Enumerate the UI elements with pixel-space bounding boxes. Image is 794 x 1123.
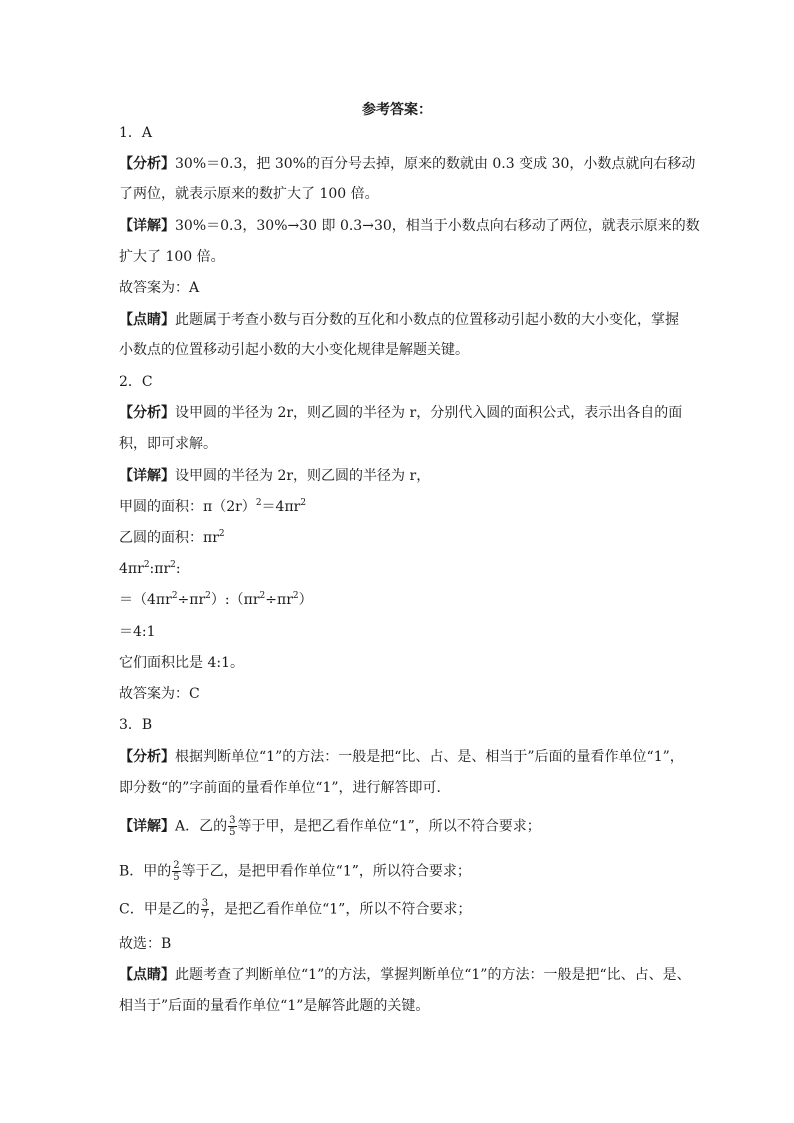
fraction: $\frac{3}{5}$	[229, 815, 236, 838]
q2-analysis-cont: 积，即可求解。	[119, 436, 217, 452]
q2-result: ＝4:1	[119, 624, 156, 640]
q2-area-a: 甲圆的面积：$\pi(2r)^2=4\pi r^2$	[119, 498, 307, 515]
q1-comment-cont: 小数点的位置移动引起小数的大小变化规律是解题关键。	[119, 342, 469, 358]
q3-analysis-cont: 即分数“的”字前面的量看作单位“1”，进行解答即可．	[119, 780, 451, 796]
q3-answer: 故选：B	[119, 936, 172, 952]
q3-option-b: B．甲的 $\frac{2}{5}$ 等于乙，是把甲看作单位“1”，所以符合要求；	[119, 860, 471, 883]
q2-ratio: $4\pi r^2:\pi r^2$:	[119, 560, 181, 577]
q1-comment-text: 此题属于考查小数与百分数的互化和小数点的位置移动引起小数的大小变化，掌握	[175, 312, 679, 328]
comment-tag: 【点睛】	[119, 967, 175, 983]
analysis-tag: 【分析】	[119, 156, 175, 172]
q1-analysis	[119, 155, 696, 173]
q1-answer: 故答案为：A	[119, 280, 200, 296]
fraction: $\frac{2}{5}$	[173, 860, 180, 883]
detail-tag: 【详解】	[119, 818, 175, 835]
q3-number: 3．B	[119, 717, 153, 733]
q2-area-b: 乙圆的面积：$\pi r^2$	[119, 529, 225, 546]
q3-option-c: C．甲是乙的 $\frac{3}{7}$ ，是把乙看作单位“1”，所以不符合要求；	[119, 898, 472, 921]
q2-detail	[119, 467, 679, 485]
q1-comment	[119, 311, 679, 329]
q2-conclusion: 它们面积比是 4:1。	[119, 655, 244, 671]
q1-detail	[119, 217, 700, 235]
q3-comment-text: 此题考查了判断单位“1”的方法，掌握判断单位“1”的方法：一般是把“比、占、是、	[175, 967, 691, 983]
q2-analysis	[119, 404, 683, 422]
analysis-tag: 【分析】	[119, 749, 175, 765]
q1-analysis-text: 30%＝0.3，把 30%的百分号去掉，原来的数就由 0.3 变成 30，小数点就向右移动	[175, 156, 696, 172]
q2-analysis-text: 设甲圆的半径为 2r，则乙圆的半径为 r，分别代入圆的面积公式，表示出各自的面	[175, 405, 683, 421]
q3-comment	[119, 966, 691, 984]
q3-comment-cont: 相当于”后面的量看作单位“1”是解答此题的关键。	[119, 998, 430, 1014]
detail-tag: 【详解】	[119, 218, 175, 234]
detail-tag: 【详解】	[119, 468, 175, 484]
q2-number: 2．C	[119, 374, 153, 390]
q3-analysis-text: 根据判断单位“1”的方法：一般是把“比、占、是、相当于”后面的量看作单位“1”，	[175, 749, 684, 765]
comment-tag: 【点睛】	[119, 312, 175, 328]
q1-number: 1．A	[119, 125, 153, 141]
q1-detail-cont: 扩大了 100 倍。	[119, 249, 225, 265]
q2-answer: 故答案为：C	[119, 686, 200, 702]
q3-detail-option-a: 【详解】A．乙的 $\frac{3}{5}$ 等于甲，是把乙看作单位“1”，所以不符合要求；	[119, 815, 541, 838]
q2-detail-text: 设甲圆的半径为 2r，则乙圆的半径为 r，	[175, 468, 431, 484]
fraction: $\frac{3}{7}$	[201, 898, 209, 921]
q3-analysis	[119, 748, 684, 766]
page-title: 参考答案：	[362, 102, 432, 118]
q2-step: $=(4\pi r^2\div\pi r^2):(\pi r^2\div\pi r^2)$	[119, 591, 313, 608]
q1-detail-text: 30%＝0.3，30%→30 即 0.3→30，相当于小数点向右移动了两位，就表示原来的数	[175, 218, 700, 234]
analysis-tag: 【分析】	[119, 405, 175, 421]
q1-analysis-cont: 了两位，就表示原来的数扩大了 100 倍。	[119, 186, 379, 202]
